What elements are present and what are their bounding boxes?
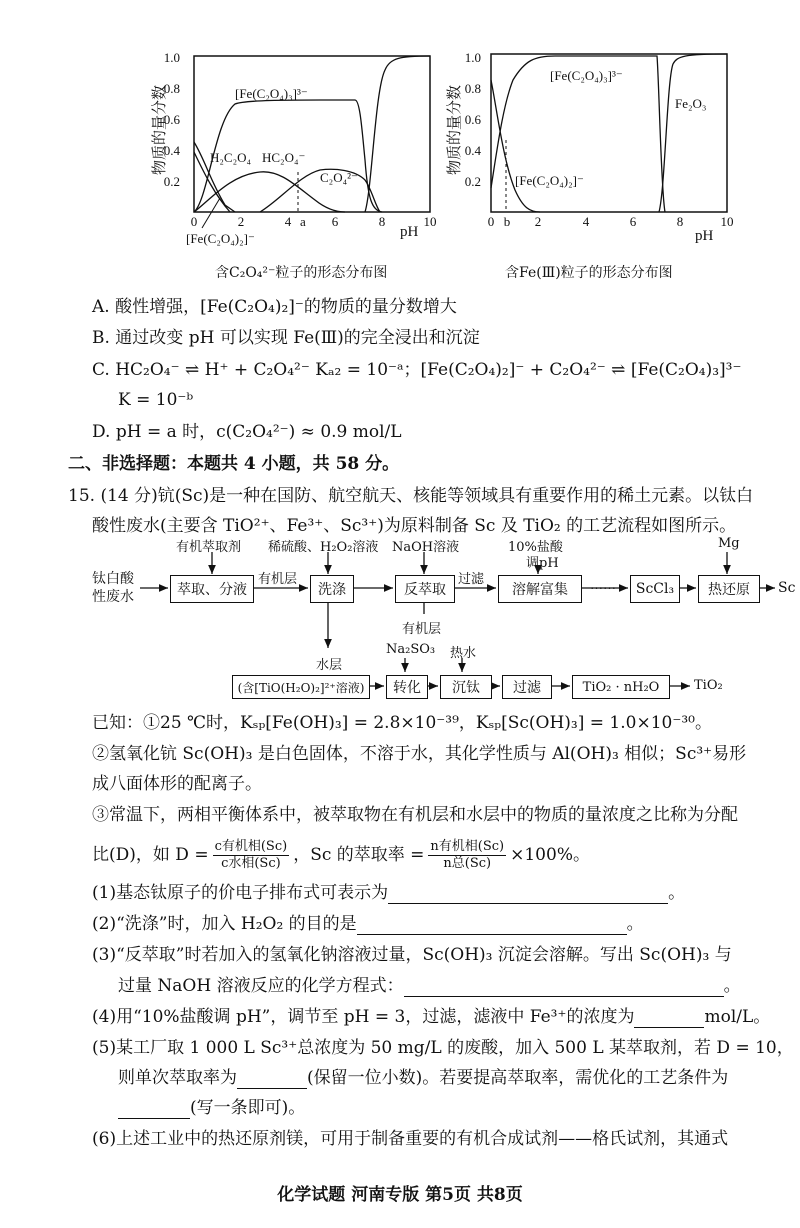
step-washing: 洗涤: [310, 575, 354, 603]
q4-text: (4)用“10%盐酸调 pH”，调节至 pH = 3，过滤，滤液中 Fe³⁺的浓度为: [92, 1007, 635, 1027]
frac2-den: n总(Sc): [443, 855, 492, 871]
q5-rate-blank[interactable]: [237, 1072, 307, 1089]
ytick-0.8: 0.8: [163, 81, 180, 96]
label-filter: 过滤: [458, 572, 485, 587]
q2-text: (2)“洗涤”时，加入 H₂O₂ 的目的是: [92, 914, 357, 934]
question-1: [92, 882, 685, 904]
reagent-mg: Mg: [718, 536, 740, 551]
page-footer: 化学试题 河南专版 第5页 共8页: [277, 1185, 523, 1205]
question-3a: (3)“反萃取”时若加入的氢氧化钠溶液过量，Sc(OH)₃ 沉淀会溶解。写出 Sc(OH)₃ 与: [92, 945, 732, 965]
process-flow-diagram: [0, 530, 800, 710]
xtick-8: 8: [676, 214, 684, 229]
ytick-0.2: 0.2: [464, 174, 481, 189]
known-3b-post: ×100%。: [510, 845, 590, 865]
q1-end: 。: [668, 883, 686, 903]
known-3a: ③常温下，两相平衡体系中，被萃取物在有机层和水层中的物质的量浓度之比称为分配: [92, 805, 738, 825]
option-c-line1: C. HC₂O₄⁻ ⇌ H⁺ + C₂O₄²⁻ Kₐ₂ = 10⁻ᵃ；[Fe(C₂O₄)₂]⁻ + C₂O₄²⁻ ⇌ [Fe(C₂O₄)₃]³⁻: [92, 360, 742, 380]
xtick-6: 6: [629, 214, 637, 229]
xtick-8: 8: [378, 214, 386, 229]
chart-c2o4-distribution: [150, 40, 450, 270]
ratio-d-fraction: [213, 839, 290, 872]
question-2: [92, 913, 644, 935]
ytick-1.0: 1.0: [464, 50, 481, 65]
aq-solution: (含[TiO(H₂O)₂]²⁺溶液): [232, 675, 370, 699]
reagent-hot-water: 热水: [450, 646, 477, 661]
reagent-extractant: 有机萃取剂: [176, 540, 242, 555]
curve-high-ph: [365, 56, 430, 212]
chart-left-frame: [194, 56, 430, 212]
q3-end: 。: [723, 976, 741, 996]
question-5a: (5)某工厂取 1 000 L Sc³⁺总浓度为 50 mg/L 的废酸，加入 500 L 某萃取剂，若 D = 10，: [92, 1038, 794, 1058]
reagent-acid-h2o2: 稀硫酸、H₂O₂溶液: [268, 540, 379, 555]
q5-condition-blank[interactable]: [118, 1102, 190, 1119]
xtick-0: 0: [487, 214, 495, 229]
ytick-0.4: 0.4: [163, 143, 180, 158]
q4-answer-blank[interactable]: [634, 1011, 704, 1028]
ytick-0.6: 0.6: [464, 112, 481, 127]
label-fe2o3: Fe₂O₃: [675, 96, 707, 111]
label-aqueous-layer: 水层: [316, 658, 343, 673]
option-c-line2: K = 10⁻ᵇ: [118, 390, 194, 410]
q15-intro-1: 15. (14 分)钪(Sc)是一种在国防、航空航天、核能等领域具有重要作用的稀土元素。以钛白: [68, 486, 754, 506]
option-a: A. 酸性增强，[Fe(C₂O₄)₂]⁻的物质的量分数增大: [92, 297, 457, 317]
step-thermal-reduction: 热还原: [698, 575, 760, 603]
step-tio2-hydrate: TiO₂ · nH₂O: [572, 675, 670, 699]
ytick-0.4: 0.4: [464, 143, 481, 158]
xtick-10: 10: [423, 214, 437, 229]
q5b-pre: 则单次萃取率为: [118, 1068, 237, 1088]
label-organic-layer: 有机层: [258, 572, 298, 587]
ytick-1.0: 1.0: [163, 50, 180, 65]
known-2b: 成八面体形的配离子。: [92, 774, 262, 794]
xtick-2: 2: [534, 214, 542, 229]
known-2a: ②氢氧化钪 Sc(OH)₃ 是白色固体，不溶于水，其化学性质与 Al(OH)₃ 相似；Sc³⁺易形: [92, 744, 747, 764]
label-h2c2o4: H₂C₂O₄: [210, 150, 252, 165]
chart-left-xlabel: pH: [400, 224, 419, 240]
xtick-10: 10: [720, 214, 734, 229]
section-heading: 二、非选择题：本题共 4 小题，共 58 分。: [68, 454, 400, 474]
xtick-0: 0: [190, 214, 198, 229]
question-4: [92, 1006, 770, 1028]
ytick-0.8: 0.8: [464, 81, 481, 96]
reagent-na2so3: Na₂SO₃: [386, 642, 436, 657]
chart-right-xlabel: pH: [695, 228, 714, 244]
known-3b: [92, 834, 590, 876]
step-dissolve-enrich: 溶解富集: [498, 575, 582, 603]
product-sc: Sc: [778, 580, 796, 596]
chart-right-ylabel: 物质的量分数: [447, 84, 463, 176]
chart-fe-distribution: [445, 40, 745, 270]
ytick-0.6: 0.6: [163, 112, 180, 127]
xtick-4: 4: [582, 214, 590, 229]
label-fe3: [Fe(C₂O₄)₃]³⁻: [550, 68, 623, 83]
chart-right-caption: 含Fe(Ⅲ)粒子的形态分布图: [505, 265, 673, 281]
product-tio2: TiO₂: [694, 678, 723, 693]
label-fe3: [Fe(C₂O₄)₃]³⁻: [235, 86, 308, 101]
xtick-2: 2: [237, 214, 245, 229]
feed-label: 钛白酸性废水: [92, 571, 134, 605]
q5c-text: (写一条即可)。: [190, 1098, 306, 1118]
xtick-4: 4: [284, 214, 292, 229]
extraction-rate-fraction: [428, 839, 506, 872]
label-c2o4: C₂O₄²⁻: [320, 170, 358, 185]
xtick-a: a: [300, 214, 306, 229]
label-hc2o4: HC₂O₄⁻: [262, 150, 306, 165]
option-d: D. pH = a 时，c(C₂O₄²⁻) ≈ 0.9 mol/L: [92, 422, 402, 442]
ytick-0.2: 0.2: [163, 174, 180, 189]
known-3b-pre: 比(D)，如 D =: [92, 845, 209, 865]
curve-fe2o3: [659, 54, 727, 212]
step-precipitate-ti: 沉钛: [440, 675, 492, 699]
q2-answer-blank[interactable]: [357, 918, 627, 935]
chart-left-caption: 含C₂O₄²⁻粒子的形态分布图: [215, 265, 388, 281]
label-organic-layer-2: 有机层: [402, 622, 442, 637]
step-extraction: 萃取、分液: [170, 575, 254, 603]
chart-left-ylabel: 物质的量分数: [152, 84, 168, 176]
step-filter: 过滤: [502, 675, 552, 699]
question-6: (6)上述工业中的热还原剂镁，可用于制备重要的有机合成试剂——格氏试剂，其通式: [92, 1129, 729, 1149]
question-5c: [118, 1097, 305, 1119]
reagent-adjust-ph: 调pH: [526, 556, 559, 571]
step-sccl3: ScCl₃: [630, 575, 680, 603]
reagent-hcl: 10%盐酸: [508, 540, 563, 555]
option-b: B. 通过改变 pH 可以实现 Fe(Ⅲ)的完全浸出和沉淀: [92, 328, 480, 348]
q1-answer-blank[interactable]: [388, 887, 668, 904]
q15-intro-2: 酸性废水(主要含 TiO²⁺、Fe³⁺、Sc³⁺)为原料制备 Sc 及 TiO₂ 的工艺流程如图所示。: [92, 516, 737, 536]
frac2-num: n有机相(Sc): [430, 838, 505, 854]
label-dots: ……: [590, 578, 616, 593]
xtick-6: 6: [331, 214, 339, 229]
q4-end: mol/L。: [704, 1007, 771, 1027]
q1-text: (1)基态钛原子的价电子排布式可表示为: [92, 883, 389, 903]
step-back-extraction: 反萃取: [395, 575, 455, 603]
frac1-num: c有机相(Sc): [214, 838, 288, 854]
curve-fe2: [491, 80, 540, 212]
question-3b: [118, 975, 741, 997]
question-5b: [118, 1067, 728, 1089]
known-1: 已知：①25 ℃时，Kₛₚ[Fe(OH)₃] = 2.8×10⁻³⁹，Kₛₚ[Sc(OH)₃] = 1.0×10⁻³⁰。: [92, 713, 712, 733]
known-3b-mid: ，Sc 的萃取率 =: [293, 845, 425, 865]
frac1-den: c水相(Sc): [221, 855, 281, 871]
q2-end: 。: [626, 914, 644, 934]
label-fe2: [Fe(C₂O₄)₂]⁻: [515, 173, 584, 188]
q3-answer-blank[interactable]: [404, 980, 724, 997]
xtick-b: b: [503, 214, 511, 229]
q3-text: 过量 NaOH 溶液反应的化学方程式：: [118, 976, 404, 996]
reagent-naoh: NaOH溶液: [392, 540, 460, 555]
q5b-post: (保留一位小数)。若要提高萃取率，需优化的工艺条件为: [307, 1068, 729, 1088]
step-conversion: 转化: [386, 675, 428, 699]
label-fe2: [Fe(C₂O₄)₂]⁻: [186, 231, 255, 246]
